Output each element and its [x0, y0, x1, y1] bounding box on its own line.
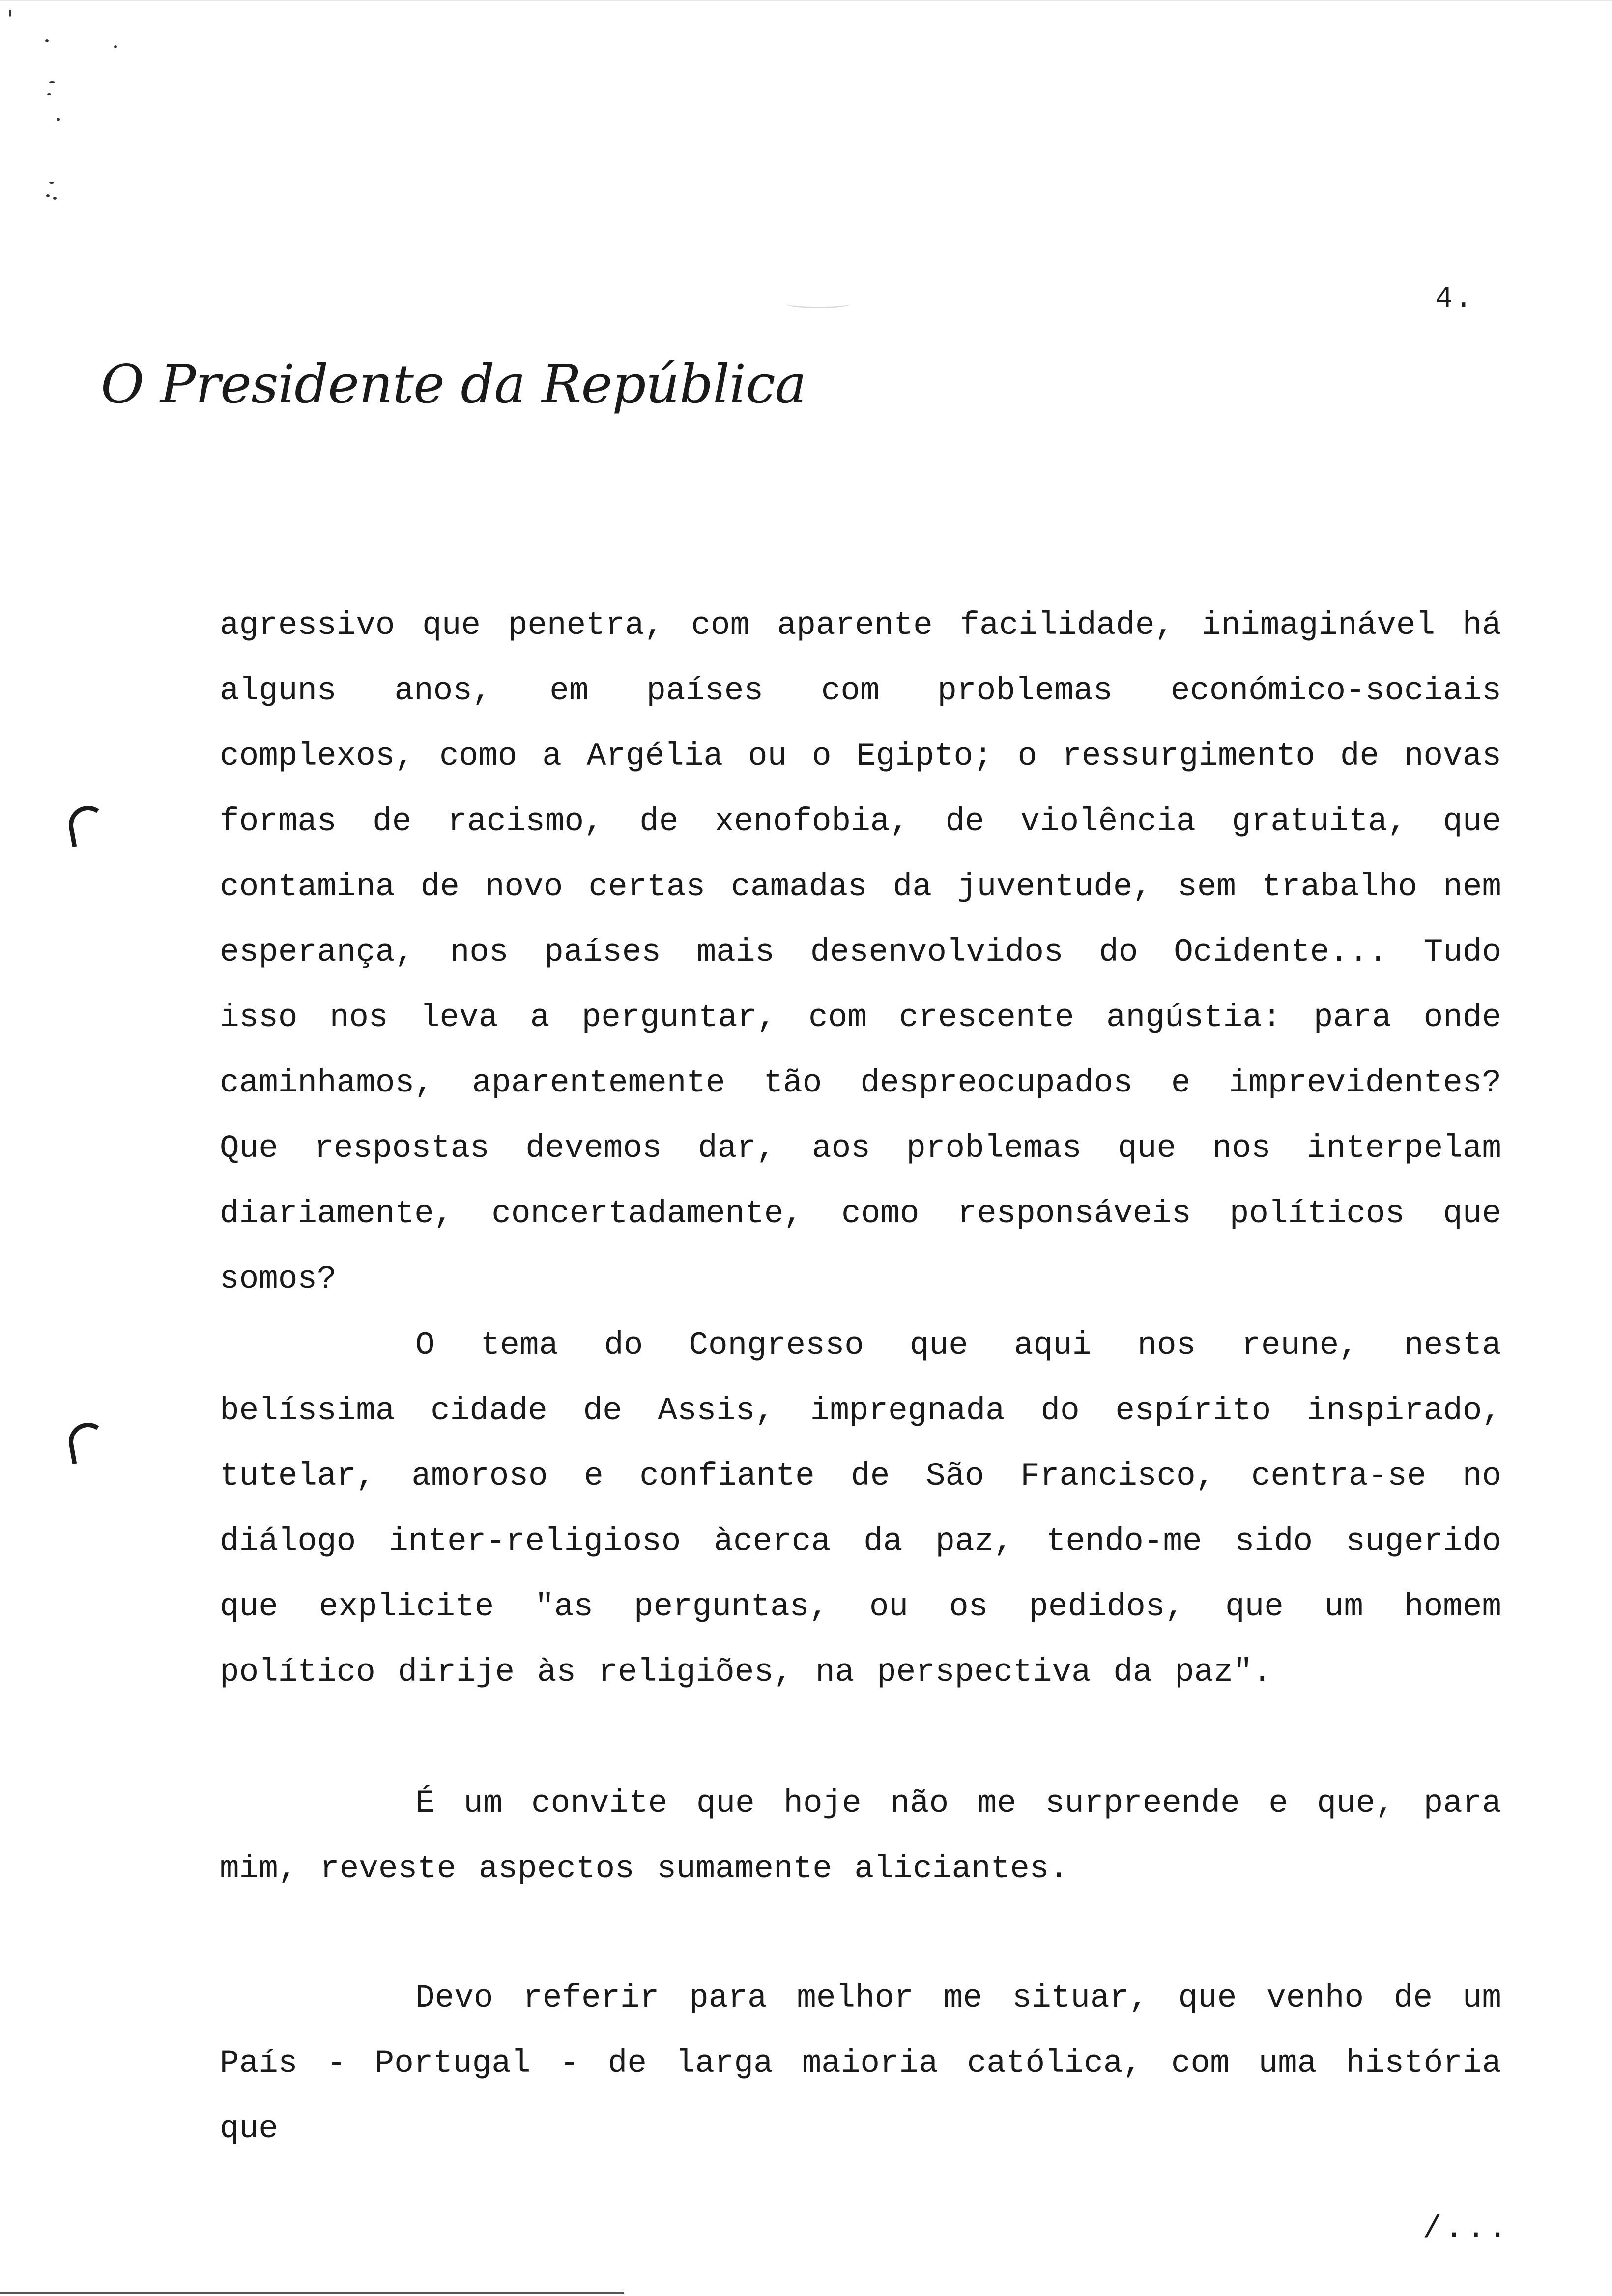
scan-speck: [45, 39, 49, 42]
paragraph: É um convite que hoje não me surpreende e que, para mim, reveste aspectos sumamente aliciantes.: [220, 1785, 1501, 1887]
continuation-mark: /...: [1423, 2211, 1510, 2247]
punch-hole-mark: [66, 1420, 110, 1464]
scan-smudge: [786, 300, 850, 308]
scan-speck: [53, 197, 57, 200]
scan-speck: [49, 81, 55, 83]
scan-edge-bottom: [0, 2292, 624, 2294]
scan-edge-top: [0, 0, 1612, 1]
scan-speck: [46, 194, 50, 197]
scan-speck: [49, 182, 54, 184]
scan-speck: [47, 93, 51, 95]
scan-speck: [57, 118, 60, 121]
page-number: 4.: [1435, 283, 1475, 316]
scan-speck: [9, 10, 11, 17]
scan-speck: [114, 45, 117, 48]
letterhead-title: O Presidente da República: [101, 354, 806, 415]
paragraph: O tema do Congresso que aqui nos reune, nesta belíssima cidade de Assis, impregnada do espírito inspirado, tutelar, amoroso e confiante de São Francisco, centra-se no diálogo inter-religioso àcerca da paz, tendo-me sido sugerido que explicite "as perguntas, ou os pedidos, que um homem político dirije às religiões, na perspectiva da paz".: [220, 1327, 1501, 1691]
paragraph: agressivo que penetra, com aparente facilidade, inimaginável há alguns anos, em países com problemas económico-sociais complexos, como a Argélia ou o Egipto; o ressurgimento de novas formas de racismo, de xenofobia, de violência gratuita, que contamina de novo certas camadas da juventude, sem trabalho nem esperança, nos países mais desenvolvidos do Ocidente... Tudo isso nos leva a perguntar, com crescente angústia: para onde caminhamos, aparentemente tão despreocupados e imprevidentes? Que respostas devemos dar, aos problemas que nos interpelam diariamente, concertadamente, como responsáveis políticos que somos?: [220, 607, 1501, 1297]
paragraph: Devo referir para melhor me situar, que venho de um País - Portugal - de larga maioria católica, com uma história que: [220, 1980, 1501, 2147]
punch-hole-mark: [66, 803, 110, 847]
